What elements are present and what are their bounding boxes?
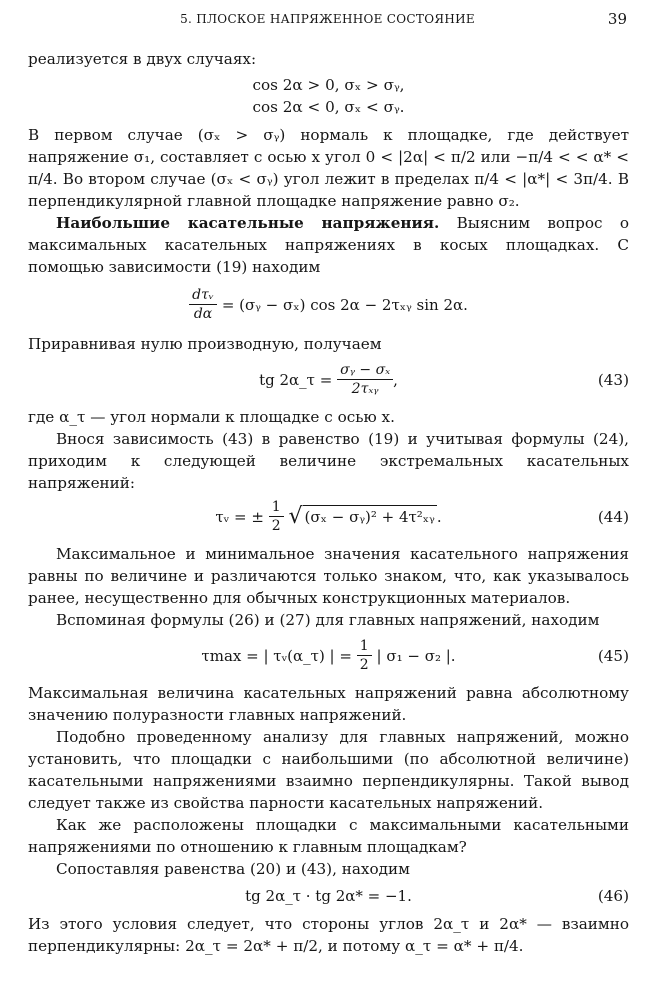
running-title: 5. ПЛОСКОЕ НАПРЯЖЕННОЕ СОСТОЯНИЕ (180, 12, 475, 26)
equation-44 (28, 498, 629, 535)
eq43-denominator: 2τₓᵧ (351, 381, 379, 397)
eq46-body: tg 2α_τ · tg 2α* = −1. (245, 887, 412, 905)
derivative-fraction (189, 286, 217, 323)
eq44-lhs: τᵥ = ± (215, 507, 264, 526)
section-heading-max-shear: Наибольшие касательные напряжения. (56, 214, 440, 232)
eq45-half-denominator: 2 (359, 657, 369, 673)
paragraph-max-shear-text: Выясним вопрос о максимальных касательных напряжениях в косых площадках. С помощью зависимости (19) находим (28, 214, 629, 276)
paragraph-intro: реализуется в двух случаях: (28, 50, 257, 68)
eq44-half-denominator: 2 (271, 518, 281, 534)
paragraph-cases: В первом случае (σₓ > σᵧ) нормаль к площадке, где действует напряжение σ₁, составляет с осью x угол 0 < |2α| < π/2 или −π/4 < < α* < π/4. Во втором случае (σₓ < σᵧ) угол лежит в пределах π/4 < |α*| < 3π/4. В перпендикулярной главной площадке напряжение равно σ₂. (28, 126, 629, 210)
paragraph-substitution: Внося зависимость (43) в равенство (19) и учитывая формулы (24), приходим к следующей величине экстремальных касательных напряжений: (28, 430, 629, 492)
equation-number-44: (44) (597, 507, 629, 526)
eq44-tail: . (436, 507, 442, 526)
eq44-sqrt (289, 505, 437, 529)
page-header (0, 10, 655, 30)
equation-46 (28, 884, 629, 907)
paragraph-perpendicular: Подобно проведенному анализу для главных напряжений, можно установить, что площадки с наибольшими (по абсолютной величине) касательными напряжениями взаимно перпендикулярны. Такой вывод следует также из свойства парности касательных напряжений. (28, 728, 629, 812)
eq43-numerator: σᵧ − σₓ (337, 361, 393, 380)
page-number: 39 (607, 10, 627, 28)
eq44-half-numerator: 1 (269, 498, 284, 517)
eq43-tail: , (393, 370, 398, 389)
condition-case-1: cos 2α > 0, σₓ > σᵧ, (252, 76, 405, 94)
paragraph-compare: Сопоставляя равенства (20) и (43), находим (56, 860, 410, 878)
equation-45 (28, 637, 629, 674)
eq45-rhs: | σ₁ − σ₂ |. (376, 646, 456, 665)
derivative-numerator: dτᵥ (189, 286, 217, 305)
eq43-lhs: tg 2α_τ = (259, 370, 333, 389)
eq44-radicand: (σₓ − σᵧ)² + 4τ²ₓᵧ (303, 505, 437, 528)
text-body (28, 48, 629, 957)
paragraph-question: Как же расположены площадки с максимальными касательными напряжениями по отношению к главным площадкам? (28, 816, 629, 856)
eq45-half (357, 637, 372, 674)
equation-number-46: (46) (597, 886, 629, 905)
equation-derivative (28, 286, 629, 323)
radical-sign-icon: √ (288, 503, 303, 529)
equation-number-45: (45) (597, 646, 629, 665)
paragraph-zero-derivative: Приравнивая нулю производную, получаем (28, 335, 382, 353)
condition-case-2: cos 2α < 0, σₓ < σᵧ. (252, 98, 405, 116)
paragraph-max-shear (28, 212, 629, 278)
paragraph-conclusion: Из этого условия следует, что стороны углов 2α_τ и 2α* — взаимно перпендикулярны: 2α_τ = 2α* + π/2, и потому α_τ = α* + π/4. (28, 915, 629, 955)
paragraph-max-value: Максимальная величина касательных напряжений равна абсолютному значению полуразности главных напряжений. (28, 684, 629, 724)
paragraph-max-min: Максимальное и минимальное значения касательного напряжения равны по величине и различаются только знаком, что, как указывалось ранее, несущественно для обычных конструкционных материалов. (28, 545, 629, 607)
paragraph-recall-formulas: Вспоминая формулы (26) и (27) для главных напряжений, находим (56, 611, 600, 629)
eq43-fraction (337, 361, 393, 398)
eq45-half-numerator: 1 (357, 637, 372, 656)
paragraph-angle-def: где α_τ — угол нормали к площадке с осью x. (28, 408, 395, 426)
eq44-half (269, 498, 284, 535)
conditions-block (28, 74, 629, 118)
equation-43 (28, 361, 629, 398)
derivative-rhs: = (σᵧ − σₓ) cos 2α − 2τₓᵧ sin 2α. (221, 295, 468, 314)
equation-number-43: (43) (597, 370, 629, 389)
eq45-lhs: τmax = | τᵥ(α_τ) | = (201, 646, 352, 665)
derivative-denominator: dα (193, 306, 213, 322)
